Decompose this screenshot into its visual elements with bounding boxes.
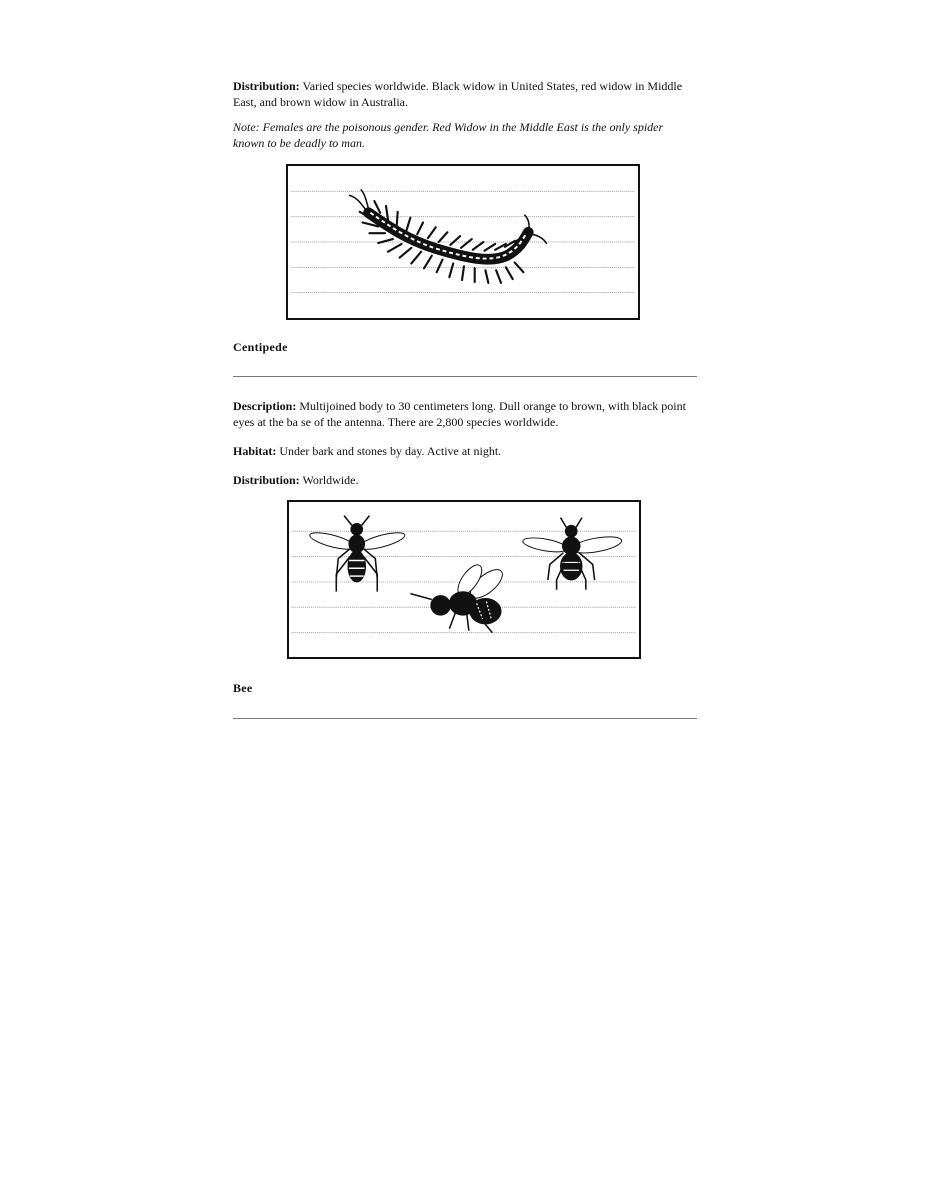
distribution-label: Distribution: [233, 79, 300, 93]
centipede-distribution-paragraph [233, 472, 697, 488]
section-divider [233, 718, 697, 719]
centipede-illustration [286, 164, 640, 320]
document-page [233, 78, 697, 719]
habitat-text: Under bark and stones by day. Active at night. [276, 444, 502, 458]
centipede-caption: Centipede [233, 340, 288, 354]
bee-illustration [287, 500, 641, 659]
habitat-paragraph [233, 443, 697, 459]
distribution-text: Varied species worldwide. Black widow in United States, red widow in Middle East, and brown widow in Australia. [233, 79, 683, 109]
section-divider [233, 376, 697, 377]
bee-drawing-right [522, 518, 623, 590]
centipede-distribution-text: Worldwide. [299, 473, 359, 487]
description-text: Multijoined body to 30 centimeters long. Dull orange to brown, with black point eyes at the ba se of the antenna. There are 2,800 species worldwide. [233, 399, 686, 429]
wasp-drawing [308, 516, 406, 592]
habitat-label: Habitat: [233, 444, 277, 458]
centipede-drawing [349, 189, 547, 283]
centipede-distribution-label: Distribution: [233, 473, 300, 487]
description-paragraph [233, 398, 697, 430]
description-label: Description: [233, 399, 297, 413]
note-paragraph: Note: Females are the poisonous gender. Red Widow in the Middle East is the only spider known to be deadly to man. [233, 120, 664, 150]
distribution-paragraph [233, 78, 697, 110]
bee-caption: Bee [233, 681, 253, 695]
honeybee-drawing [410, 561, 507, 632]
